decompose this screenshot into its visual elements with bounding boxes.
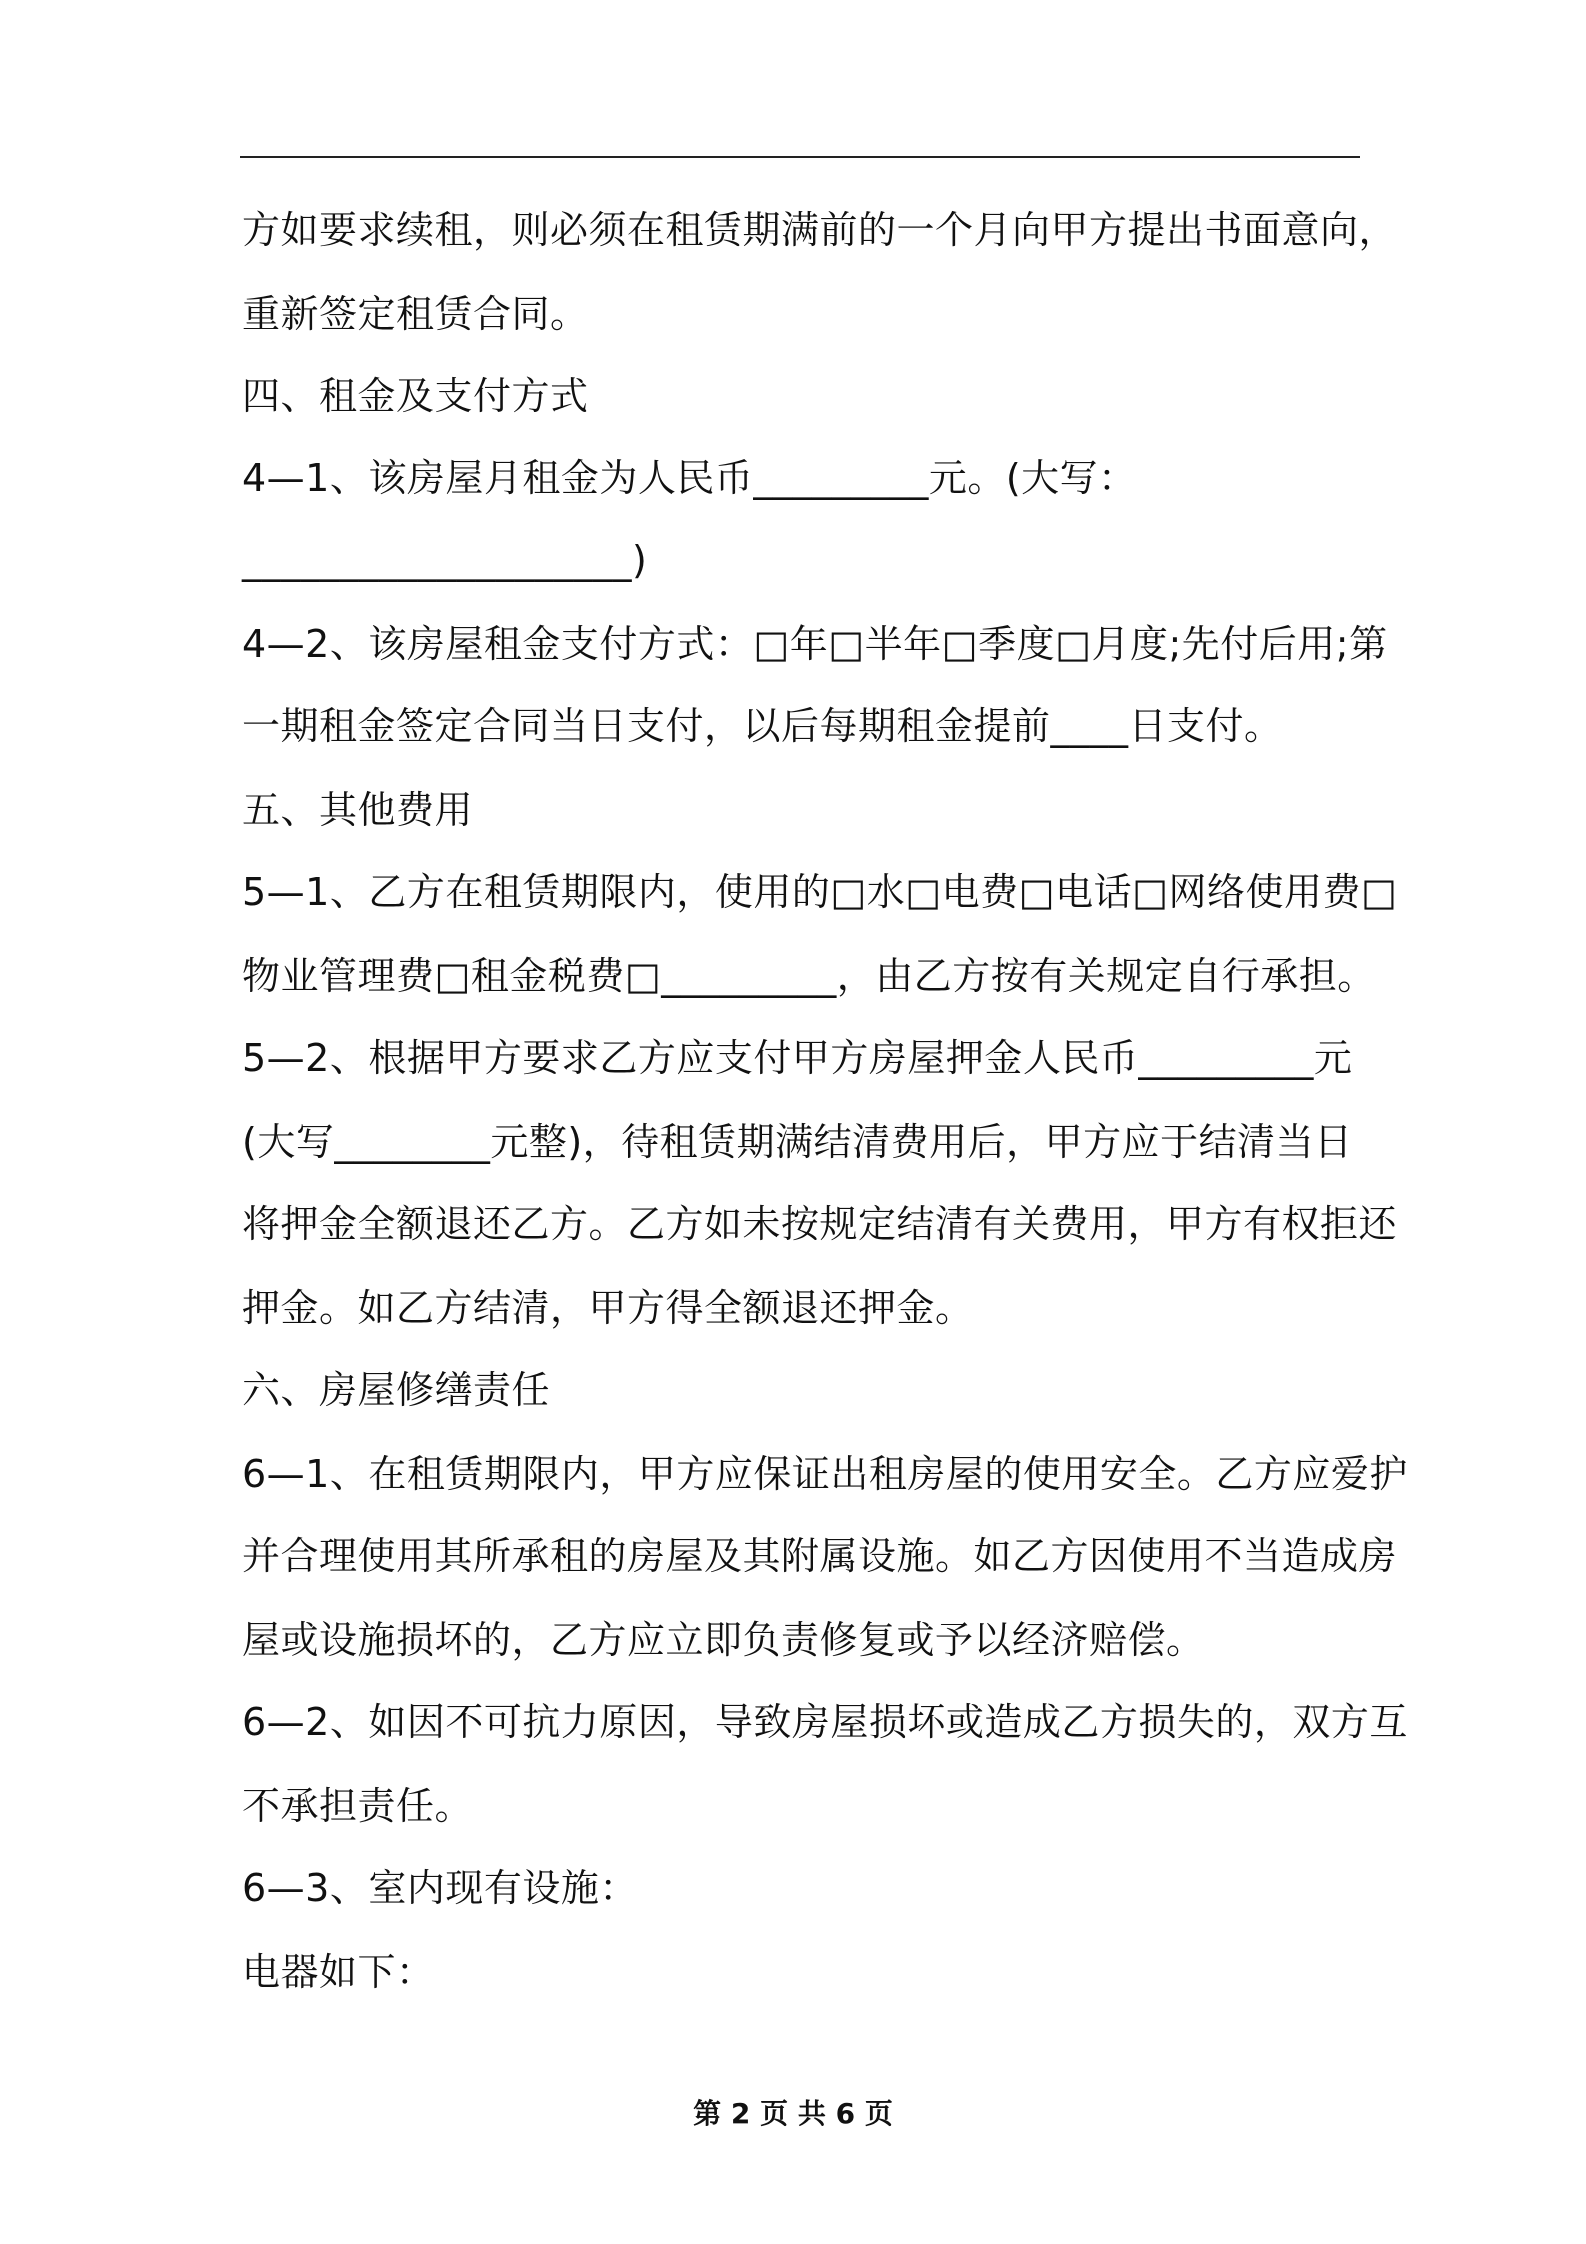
clause-line: 4—1、该房屋月租金为人民币_________元。(大写： [242,456,1137,500]
clause-line: 5—1、乙方在租赁期限内，使用的□水□电费□电话□网络使用费□ [242,870,1398,914]
body-line: 一期租金签定合同当日支付，以后每期租金提前____日支付。 [242,704,1283,748]
body-line: 物业管理费□租金税费□_________，由乙方按有关规定自行承担。 [242,954,1376,998]
body-line: ____________________) [242,538,648,582]
section-heading: 四、租金及支付方式 [242,374,589,418]
body-line: (大写________元整)，待租赁期满结清费用后，甲方应于结清当日 [242,1120,1353,1164]
clause-line: 5—2、根据甲方要求乙方应支付甲方房屋押金人民币_________元 [242,1036,1353,1080]
body-line: 电器如下： [242,1950,435,1994]
body-line: 不承担责任。 [242,1784,474,1828]
body-line: 押金。如乙方结清，甲方得全额退还押金。 [242,1286,974,1330]
clause-line: 4—2、该房屋租金支付方式：□年□半年□季度□月度;先付后用;第 [242,622,1388,666]
body-line: 并合理使用其所承租的房屋及其附属设施。如乙方因使用不当造成房 [242,1534,1398,1578]
body-line: 屋或设施损坏的，乙方应立即负责修复或予以经济赔偿。 [242,1618,1205,1662]
section-heading: 五、其他费用 [242,788,474,832]
clause-line: 6—3、室内现有设施： [242,1866,638,1910]
clause-line: 6—2、如因不可抗力原因，导致房屋损坏或造成乙方损失的，双方互 [242,1700,1408,1744]
section-heading: 六、房屋修缮责任 [242,1368,551,1412]
body-line: 将押金全额退还乙方。乙方如未按规定结清有关费用，甲方有权拒还 [242,1202,1398,1246]
body-line: 重新签定租赁合同。 [242,292,589,336]
body-line: 方如要求续租，则必须在租赁期满前的一个月向甲方提出书面意向， [242,208,1398,252]
clause-line: 6—1、在租赁期限内，甲方应保证出租房屋的使用安全。乙方应爱护 [242,1452,1408,1496]
header-rule [240,156,1360,158]
page-number-footer: 第 2 页 共 6 页 [693,2097,893,2130]
